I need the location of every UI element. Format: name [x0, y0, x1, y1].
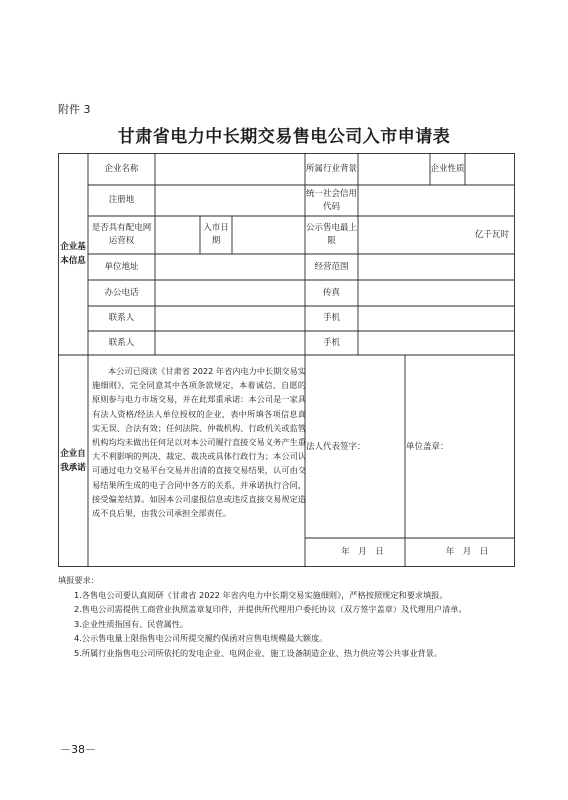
- commitment-text: 本公司已阅读《甘肃省 2022 年省内电力中长期交易实施细则》，完全同意其中各项条款规定，本着诚信、自愿的原则参与电力市场交易，并在此郑重承诺：本公司是一家具有法人资格/经法人单位授权的企业，表中所填各项信息真实无误、合法有效；任何法院、仲裁机构、行政机关或监管机构均均未做出任何足以对本公司履行直接交易义务产生重大不利影响的判决、裁定、裁决或具体行政行为；本公司认可通过电力交易平台交易并出清的直接交易结果，认可由交易结果所生成的电子合同中各方的关系，并承诺执行合同，接受偏差结算。如因本公司虚报信息或违反直接交易规定造成不良后果，由我公司承担全部责任。: [92, 366, 306, 519]
- seal-date: 年 月 日: [445, 547, 489, 557]
- legal-signature-label: 法人代表签字：: [306, 441, 366, 452]
- notes-heading: 填报要求：: [58, 575, 99, 585]
- industry-label: 所属行业背景: [305, 163, 357, 174]
- scope-label: 经营范围: [314, 261, 349, 272]
- distribution-label: 是否具有配电网运营权: [91, 223, 152, 246]
- section-label-commitment: 企业自我承诺: [60, 449, 86, 473]
- unit-seal-label: 单位盖章：: [406, 441, 449, 452]
- contact-label-1: 联系人: [108, 313, 135, 323]
- reg-address-label: 注册地: [108, 195, 135, 205]
- power-cap-label: 公示售电最上限: [305, 223, 357, 246]
- contact-label-2: 联系人: [108, 337, 135, 348]
- sign-date: 年 月 日: [341, 547, 384, 557]
- company-name-label: 企业名称: [104, 163, 139, 174]
- filling-requirements: [58, 573, 514, 660]
- mobile-label-2: 手机: [322, 337, 340, 348]
- nature-label: 企业性质: [430, 163, 465, 174]
- note-item-5: 5.所属行业指售电公司所依托的发电企业、电网企业、施工设备制造企业、热力供应等公共事业背景。: [74, 647, 443, 658]
- fax-label: 传真: [322, 287, 340, 298]
- attachment-label: 附件 3: [58, 103, 91, 116]
- note-item-4: 4.公示售电量上限指售电公司所提交履约保函对应售电规模最大额度。: [74, 633, 328, 643]
- credit-code-label: 统一社会信用代码: [305, 188, 357, 212]
- note-item-2: 2.售电公司需提供工商营业执照盖章复印件，并提供所代理用户委托协议（双方签字盖章）及代理用户清单。: [74, 604, 467, 614]
- entry-date-label: 入市日期: [203, 223, 229, 246]
- note-item-3: 3.企业性质指国有、民营属性。: [74, 618, 189, 629]
- power-cap-unit: 亿千瓦时: [474, 229, 509, 240]
- address-label: 单位地址: [104, 261, 139, 272]
- mobile-label-1: 手机: [322, 313, 340, 323]
- section-label-basic-info: 企业基本信息: [60, 242, 86, 266]
- page-number: －38－: [60, 743, 96, 756]
- form-title: 甘肃省电力中长期交易售电公司入市申请表: [117, 127, 451, 147]
- note-item-1: 1.各售电公司要认真阅研《甘肃省 2022 年省内电力中长期交易实施细则》，严格按照规定和要求填报。: [74, 589, 448, 600]
- phone-label: 办公电话: [104, 287, 139, 298]
